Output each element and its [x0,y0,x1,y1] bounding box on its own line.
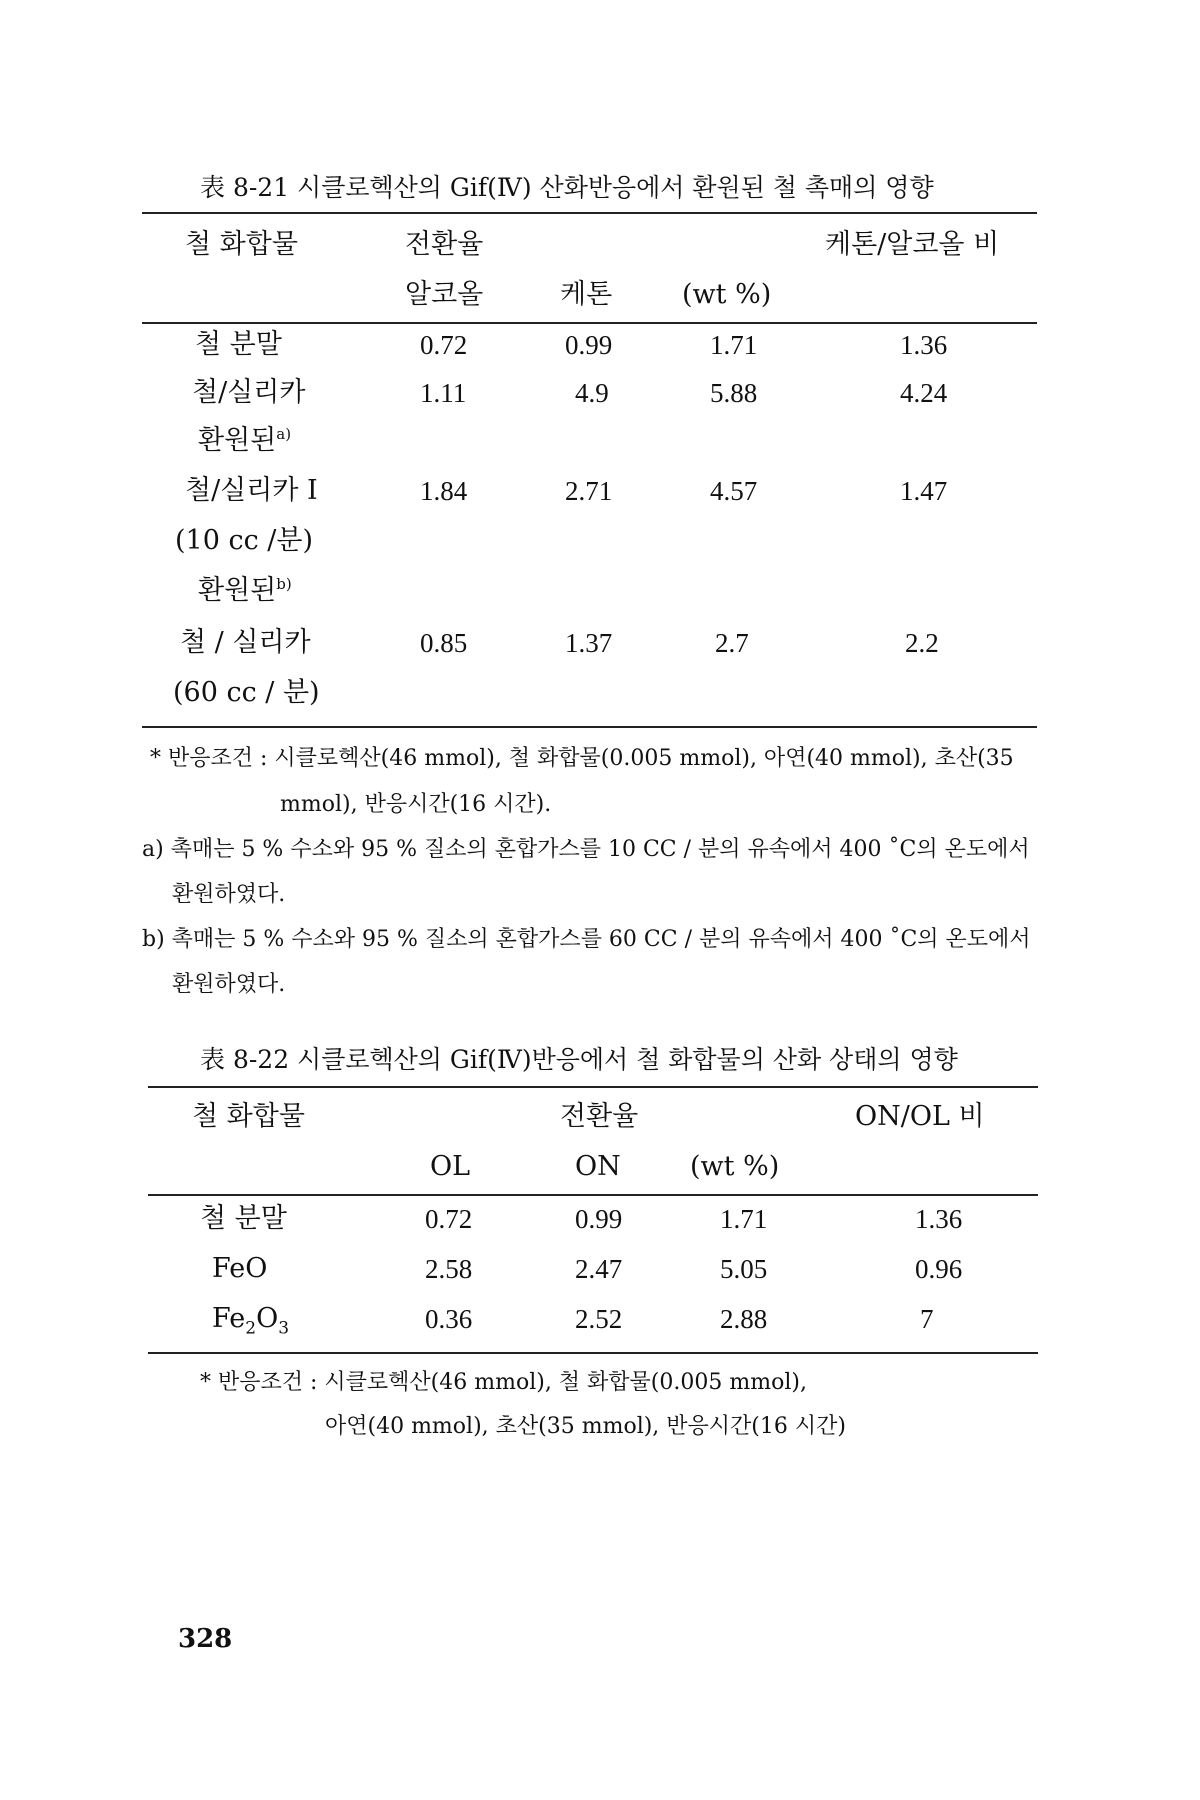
table1-row4-compound: 철 / 실리카 [180,627,311,658]
table1-note-b-cont: 환원하였다. [172,972,286,997]
table2-header-rule [148,1194,1038,1196]
table1-bottom-rule [142,726,1037,728]
table2-row3-wt: 2.88 [720,1304,768,1334]
table1-row1-ketone: 0.99 [565,330,613,360]
table1-header-compound: 철 화합물 [185,229,298,260]
table1-row3-ketone: 2.71 [565,476,613,506]
table1-caption: 表 8-21 시클로헥산의 Gif(Ⅳ) 산화반응에서 환원된 철 촉매의 영향 [200,173,934,202]
table2-row1-on: 0.99 [575,1204,623,1234]
table2-row3-on: 2.52 [575,1304,623,1334]
table1-header-ketone: 케톤 [560,279,613,310]
table2-caption: 表 8-22 시클로헥산의 Gif(Ⅳ)반응에서 철 화합물의 산화 상태의 영향 [200,1045,958,1074]
footnote-b-marker: b) [276,575,292,593]
table2-row2-on: 2.47 [575,1254,623,1284]
table1-row1-compound: 철 분말 [195,329,282,360]
table1-row4-ratio: 2.2 [905,628,939,658]
table1-row2-ratio: 4.24 [900,378,948,408]
table2-row3-compound: $Fe_2O_3$ [212,1303,290,1339]
table2-header-on: ON [575,1151,621,1182]
table1-row4-alcohol: 0.85 [420,628,468,658]
footnote-a-marker: a) [276,425,292,443]
table1-header-ratio: 케톤/알코올 비 [825,229,1000,260]
table1-note-a-cont: 환원하였다. [172,882,286,907]
table1-row2-alcohol: 1.11 [420,378,467,408]
table1-row1-wt: 1.71 [710,330,758,360]
table1-header-alcohol: 알코올 [405,279,484,310]
table2-row1-wt: 1.71 [720,1204,768,1234]
table1-row2-wt: 5.88 [710,378,758,408]
table1-row2-compound: 철/실리카 [192,377,306,408]
table1-row4-wt: 2.7 [715,628,749,658]
table1-row1-ratio: 1.36 [900,330,948,360]
table1-row3-alcohol: 1.84 [420,476,468,506]
table1-note-b: b) 촉매는 5 % 수소와 95 % 질소의 혼합가스를 60 CC / 분의 유속에서 400 ˚C의 온도에서 [142,927,1031,952]
table2-header-ol: OL [430,1151,471,1182]
table2-row2-ol: 2.58 [425,1254,473,1284]
table1-row3-compound: 철/실리카 I [185,475,318,506]
table1-row2-ketone: 4.9 [575,378,609,408]
table1-row3-compound-line2: (10 cc /분) [175,525,314,556]
table2-row3-ol: 0.36 [425,1304,473,1334]
page-number: 328 [178,1624,233,1654]
table2-note-conditions: * 반응조건 : 시클로헥산(46 mmol), 철 화합물(0.005 mmol), [200,1370,807,1395]
table1-top-rule [142,212,1037,214]
table1-row3-ratio: 1.47 [900,476,948,506]
table2-row2-compound: FeO [212,1253,268,1284]
table2-bottom-rule [148,1352,1038,1354]
table2-top-rule [148,1086,1038,1088]
table1-note-conditions: * 반응조건 : 시클로헥산(46 mmol), 철 화합물(0.005 mmol), 아연(40 mmol), 초산(35 [150,746,1014,771]
table1-row4-compound-line2: (60 cc / 분) [173,677,320,708]
table1-header-wt: (wt %) [682,279,772,310]
table2-row2-ratio: 0.96 [915,1254,963,1284]
table1-row1-alcohol: 0.72 [420,330,468,360]
table1-header-rule [142,322,1037,324]
table1-row4-ketone: 1.37 [565,628,613,658]
table1-row3-wt: 4.57 [710,476,758,506]
table2-header-conversion: 전환율 [560,1101,639,1132]
table2-header-ratio: ON/OL 비 [855,1101,985,1132]
table1-row3-compound-line3: 환원된$^{b)}$ [198,575,292,606]
table1-header-conversion: 전환율 [405,229,484,260]
table2-row1-ol: 0.72 [425,1204,473,1234]
table1-note-a: a) 촉매는 5 % 수소와 95 % 질소의 혼합가스를 10 CC / 분의 유속에서 400 ˚C의 온도에서 [142,837,1030,862]
table2-header-wt: (wt %) [690,1151,780,1182]
table2-note-conditions-cont: 아연(40 mmol), 초산(35 mmol), 반응시간(16 시간) [325,1414,846,1439]
table2-header-compound: 철 화합물 [192,1101,305,1132]
table2-row1-compound: 철 분말 [200,1203,287,1234]
table2-row1-ratio: 1.36 [915,1204,963,1234]
table1-note-conditions-cont: mmol), 반응시간(16 시간). [280,792,552,817]
table2-row3-ratio: 7 [920,1304,934,1334]
table2-row2-wt: 5.05 [720,1254,768,1284]
table1-row2-compound-line2: 환원된$^{a)}$ [198,425,292,456]
